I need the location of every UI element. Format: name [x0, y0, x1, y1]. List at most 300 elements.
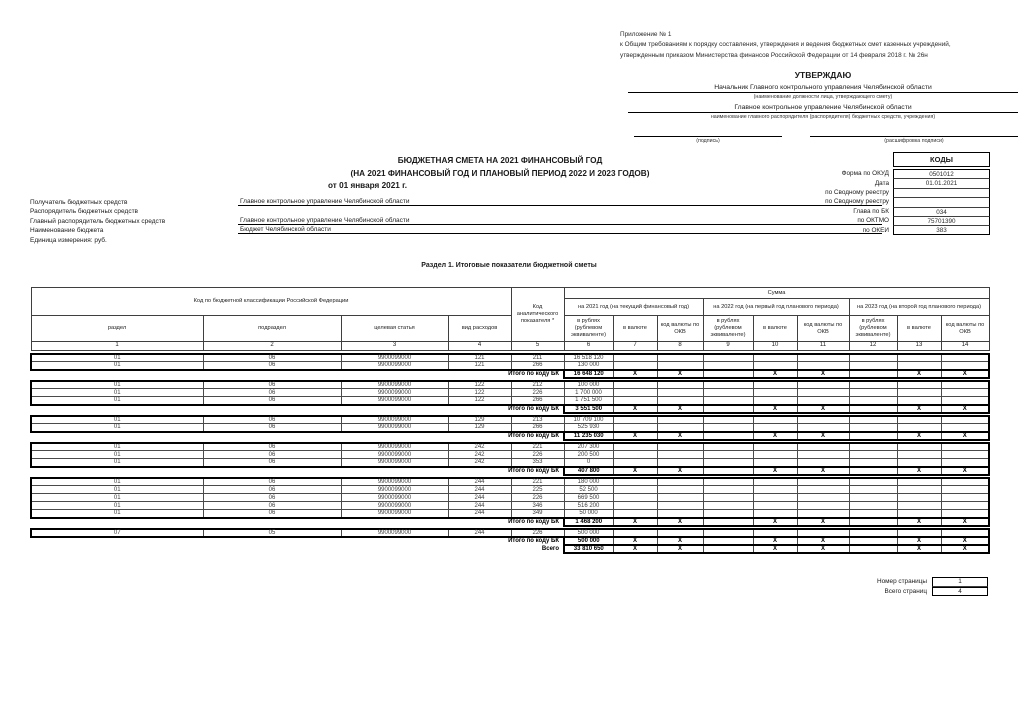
subtotal-row-label: Итого по коду БК [508, 468, 559, 474]
table-cell-empty [797, 502, 849, 510]
x-mark-cell: X [753, 467, 797, 475]
table-cell: 129 [448, 424, 511, 432]
table-cell-empty [703, 451, 753, 459]
codes-row-value [893, 188, 990, 197]
table-cell: 01 [31, 416, 203, 424]
header-rubles-2023: в рублях (рублевом эквиваленте) [849, 316, 897, 342]
table-cell-empty [753, 529, 797, 537]
header-currency-code-2023: код валюты по ОКВ [941, 316, 989, 342]
x-mark-cell [849, 518, 897, 526]
table-cell-empty [849, 389, 897, 397]
header-currency-code-2021: код валюты по ОКВ [657, 316, 703, 342]
table-row [31, 486, 989, 494]
table-cell-empty [797, 416, 849, 424]
signature-transcript-line [810, 129, 1018, 137]
table-cell: 05 [203, 529, 341, 537]
x-mark-cell: X [657, 545, 703, 553]
table-cell: 01 [31, 459, 203, 467]
table-cell: 244 [448, 486, 511, 494]
table-cell-empty [897, 443, 941, 451]
table-cell-empty [657, 494, 703, 502]
table-cell: 06 [203, 416, 341, 424]
table-cell: 226 [511, 389, 564, 397]
table-cell: 06 [203, 459, 341, 467]
x-mark-cell: X [897, 405, 941, 413]
x-mark-cell: X [941, 467, 989, 475]
table-row [31, 389, 989, 397]
header-currency-code-2022: код валюты по ОКВ [797, 316, 849, 342]
table-cell-empty [849, 510, 897, 518]
page-number-value: 1 [932, 577, 988, 587]
table-cell-empty [753, 362, 797, 370]
table-cell: 07 [31, 529, 203, 537]
table-cell-empty [753, 510, 797, 518]
header-column-number: 4 [448, 342, 511, 351]
table-row [31, 502, 989, 510]
x-mark-cell: X [657, 467, 703, 475]
subtotal-row-value: 500 000 [564, 537, 613, 545]
table-cell: 207 300 [564, 443, 613, 451]
table-cell-empty [897, 486, 941, 494]
table-cell-empty [797, 397, 849, 405]
document-title-line2: (НА 2021 ФИНАНСОВЫЙ ГОД И ПЛАНОВЫЙ ПЕРИОД 2022 И 2023 ГОДОВ) [350, 168, 650, 178]
subtotal-row-label: Итого по коду БК [508, 406, 559, 412]
table-cell-empty [657, 424, 703, 432]
header-celevaya-statya: целевая статья [341, 316, 448, 342]
total-pages-label: Всего страниц [884, 587, 927, 595]
appendix-line: утвержденным приказом Министерства финансов Российской Федерации от 14 февраля 2018 г. № 26н [620, 51, 928, 59]
header-currency-2021: в валюте [613, 316, 657, 342]
codes-row [758, 225, 990, 234]
x-mark-cell: X [897, 370, 941, 378]
table-cell-empty [703, 416, 753, 424]
table-cell-empty [897, 494, 941, 502]
table-cell-empty [703, 494, 753, 502]
table-cell-empty [613, 416, 657, 424]
x-mark-cell [849, 467, 897, 475]
table-cell-empty [897, 510, 941, 518]
table-cell-empty [941, 354, 989, 362]
requisite-row [30, 196, 882, 206]
table-cell: 212 [511, 381, 564, 389]
table-cell-empty [657, 397, 703, 405]
subtotal-row [31, 432, 989, 440]
header-column-number: 13 [897, 342, 941, 351]
signature-row [628, 129, 1018, 144]
table-cell: 516 200 [564, 502, 613, 510]
table-cell: 9900099000 [341, 494, 448, 502]
table-cell: 525 930 [564, 424, 613, 432]
document-date: от 01 января 2021 г. [328, 181, 407, 191]
codes-row-value: 01.01.2021 [893, 178, 990, 187]
table-cell: 06 [203, 381, 341, 389]
codes-row-label: по ОКТМО [857, 217, 889, 225]
table-row [31, 416, 989, 424]
table-cell-empty [657, 381, 703, 389]
table-cell: 9900099000 [341, 443, 448, 451]
grand-total-row-value: 33 810 650 [564, 545, 613, 553]
table-cell-empty [941, 362, 989, 370]
x-mark-cell [703, 545, 753, 553]
page-number-label: Номер страницы [876, 578, 927, 586]
table-cell-empty [897, 389, 941, 397]
codes-row-value: 383 [893, 225, 990, 234]
x-mark-cell: X [797, 518, 849, 526]
table-cell-empty [613, 459, 657, 467]
table-cell-empty [753, 494, 797, 502]
x-mark-cell: X [941, 537, 989, 545]
table-cell-empty [613, 362, 657, 370]
table-cell: 01 [31, 502, 203, 510]
table-cell: 266 [511, 397, 564, 405]
table-cell: 346 [511, 502, 564, 510]
table-cell: 100 000 [564, 381, 613, 389]
x-mark-cell [703, 405, 753, 413]
table-cell-empty [613, 486, 657, 494]
table-cell-empty [657, 416, 703, 424]
table-cell: 01 [31, 486, 203, 494]
header-column-numbers [31, 342, 989, 351]
subtotal-row [31, 405, 989, 413]
table-cell-empty [613, 451, 657, 459]
table-row [31, 459, 989, 467]
table-cell: 50 000 [564, 510, 613, 518]
header-currency-2022: в валюте [753, 316, 797, 342]
approver-organization: Главное контрольное управление Челябинской области [628, 104, 1018, 113]
table-cell: 06 [203, 362, 341, 370]
document-title [300, 155, 700, 193]
header-year-2021: на 2021 год (на текущий финансовый год) [564, 299, 703, 316]
table-cell-empty [941, 459, 989, 467]
requisite-value: Главное контрольное управление Челябинской области [238, 198, 882, 206]
table-cell-empty [897, 451, 941, 459]
requisites-block [30, 196, 882, 244]
table-cell-empty [753, 354, 797, 362]
x-mark-cell: X [613, 545, 657, 553]
table-cell-empty [753, 486, 797, 494]
table-cell-empty [703, 389, 753, 397]
table-cell: 01 [31, 381, 203, 389]
document-title-line1: БЮДЖЕТНАЯ СМЕТА НА 2021 ФИНАНСОВЫЙ ГОД [397, 156, 603, 165]
table-cell-empty [703, 362, 753, 370]
table-cell: 0 [564, 459, 613, 467]
table-cell-empty [849, 424, 897, 432]
table-cell-empty [753, 502, 797, 510]
table-cell-empty [613, 397, 657, 405]
table-cell-empty [703, 510, 753, 518]
x-mark-cell: X [941, 370, 989, 378]
table-cell-empty [849, 502, 897, 510]
table-cell: 200 500 [564, 451, 613, 459]
grand-total-row [31, 545, 989, 553]
x-mark-cell [849, 432, 897, 440]
table-cell: 121 [448, 362, 511, 370]
table-cell-empty [849, 494, 897, 502]
table-cell-empty [849, 451, 897, 459]
table-cell-empty [613, 529, 657, 537]
table-cell: 9900099000 [341, 381, 448, 389]
table-cell: 06 [203, 443, 341, 451]
table-cell-empty [849, 443, 897, 451]
table-cell-empty [897, 502, 941, 510]
table-cell: 01 [31, 494, 203, 502]
table-cell: 9900099000 [341, 354, 448, 362]
table-cell-empty [849, 459, 897, 467]
signature-transcript-caption: (расшифровка подписи) [884, 138, 944, 144]
codes-row-label: Форма по ОКУД [841, 170, 889, 178]
codes-row-label: по Сводному реестру [825, 188, 889, 196]
codes-row-value: 034 [893, 207, 990, 216]
approval-title: УТВЕРЖДАЮ [794, 70, 852, 80]
x-mark-cell: X [613, 537, 657, 545]
table-cell-empty [753, 459, 797, 467]
section-title: Раздел 1. Итоговые показатели бюджетной сметы [421, 262, 597, 269]
table-cell: 06 [203, 494, 341, 502]
table-cell-empty [941, 529, 989, 537]
header-rubles-2021: в рублях (рублевом эквиваленте) [564, 316, 613, 342]
requisite-label: Единица измерения: руб. [30, 236, 107, 244]
requisite-label: Распорядитель бюджетных средств [30, 208, 138, 216]
table-cell-empty [657, 529, 703, 537]
x-mark-cell [849, 545, 897, 553]
x-mark-cell: X [897, 537, 941, 545]
table-cell-empty [613, 494, 657, 502]
table-cell: 9900099000 [341, 416, 448, 424]
table-cell-empty [897, 529, 941, 537]
table-cell: 9900099000 [341, 451, 448, 459]
table-cell-empty [941, 397, 989, 405]
codes-title-row [758, 152, 990, 167]
x-mark-cell [703, 518, 753, 526]
requisite-row [30, 215, 882, 225]
table-cell: 180 000 [564, 478, 613, 486]
table-cell-empty [613, 502, 657, 510]
x-mark-cell: X [753, 370, 797, 378]
table-cell-empty [613, 510, 657, 518]
subtotal-row-label: Итого по коду БК [508, 433, 559, 439]
x-mark-cell: X [657, 370, 703, 378]
subtotal-row-value: 407 800 [564, 467, 613, 475]
table-cell-empty [797, 486, 849, 494]
header-column-number: 9 [703, 342, 753, 351]
approver-organization-caption: наименование главного распорядителя (распорядителя) бюджетных средств, учреждения) [710, 114, 936, 120]
header-rubles-2022: в рублях (рублевом эквиваленте) [703, 316, 753, 342]
table-cell: 01 [31, 354, 203, 362]
x-mark-cell: X [657, 432, 703, 440]
table-cell-empty [753, 443, 797, 451]
table-cell-empty [797, 529, 849, 537]
x-mark-cell: X [897, 467, 941, 475]
codes-row [758, 178, 990, 187]
requisite-value: Главное контрольное управление Челябинской области [238, 217, 882, 225]
subtotal-row-label: Итого по коду БК [508, 371, 559, 377]
table-cell-empty [613, 443, 657, 451]
table-cell: 9900099000 [341, 486, 448, 494]
table-cell: 226 [511, 529, 564, 537]
codes-title: КОДЫ [893, 152, 990, 167]
table-cell-empty [703, 502, 753, 510]
table-row [31, 529, 989, 537]
table-row [31, 397, 989, 405]
subtotal-row [31, 537, 989, 545]
subtotal-row-label: Итого по коду БК [508, 519, 559, 525]
table-cell: 226 [511, 494, 564, 502]
table-cell: 266 [511, 362, 564, 370]
x-mark-cell: X [897, 518, 941, 526]
subtotal-row-label: Итого по коду БК [508, 538, 559, 544]
table-cell-empty [613, 424, 657, 432]
table-cell-empty [657, 502, 703, 510]
table-cell: 226 [511, 451, 564, 459]
table-cell-empty [941, 424, 989, 432]
table-cell-empty [703, 486, 753, 494]
subtotal-row-value: 16 648 120 [564, 370, 613, 378]
codes-box [758, 152, 990, 235]
table-cell: 06 [203, 451, 341, 459]
table-cell-empty [753, 451, 797, 459]
codes-rows [758, 169, 990, 235]
table-cell-empty [897, 354, 941, 362]
table-cell: 121 [448, 354, 511, 362]
table-cell: 52 500 [564, 486, 613, 494]
table-cell: 9900099000 [341, 529, 448, 537]
grand-total-row-label: Всего [541, 545, 559, 552]
table-cell: 242 [448, 459, 511, 467]
table-cell: 06 [203, 354, 341, 362]
x-mark-cell [849, 537, 897, 545]
header-column-number: 6 [564, 342, 613, 351]
subtotal-row [31, 467, 989, 475]
table-cell: 130 000 [564, 362, 613, 370]
codes-row-value: 0501012 [893, 169, 990, 178]
table-row [31, 443, 989, 451]
table-cell: 9900099000 [341, 397, 448, 405]
table-row [31, 362, 989, 370]
x-mark-cell: X [753, 537, 797, 545]
table-cell-empty [797, 424, 849, 432]
table-cell: 16 518 120 [564, 354, 613, 362]
table-cell: 06 [203, 478, 341, 486]
table-cell: 9900099000 [341, 424, 448, 432]
approver-position-caption: (наименование должности лица, утверждающего смету) [753, 94, 893, 100]
total-pages-value: 4 [932, 587, 988, 597]
header-column-number: 3 [341, 342, 448, 351]
approver-position: Начальник Главного контрольного управления Челябинской области [628, 84, 1018, 93]
x-mark-cell: X [657, 537, 703, 545]
table-cell: 122 [448, 381, 511, 389]
appendix-line: Приложение № 1 [620, 31, 672, 38]
x-mark-cell [849, 370, 897, 378]
table-cell: 9900099000 [341, 459, 448, 467]
table-cell-empty [849, 397, 897, 405]
x-mark-cell: X [753, 432, 797, 440]
x-mark-cell: X [753, 545, 797, 553]
table-cell-empty [657, 354, 703, 362]
table-cell-empty [703, 459, 753, 467]
table-cell-empty [703, 381, 753, 389]
x-mark-cell [703, 432, 753, 440]
table-cell-empty [941, 443, 989, 451]
table-cell: 01 [31, 424, 203, 432]
requisite-row [30, 225, 882, 235]
table-cell: 06 [203, 486, 341, 494]
codes-row [758, 197, 990, 206]
x-mark-cell: X [657, 518, 703, 526]
subtotal-row-value: 11 235 030 [564, 432, 613, 440]
requisite-value: Бюджет Челябинской области [238, 226, 882, 234]
table-cell: 244 [448, 502, 511, 510]
table-cell: 01 [31, 451, 203, 459]
appendix-line: к Общим требованиям к порядку составления, утверждения и ведения бюджетных смет казенных учреждений, [620, 41, 951, 49]
header-year-2023: на 2023 год (на второй год планового периода) [849, 299, 989, 316]
table-cell-empty [657, 451, 703, 459]
table-cell: 500 000 [564, 529, 613, 537]
subtotal-row-value: 3 551 500 [564, 405, 613, 413]
table-cell: 353 [511, 459, 564, 467]
table-cell-empty [849, 362, 897, 370]
table-cell-empty [797, 451, 849, 459]
table-cell-empty [657, 362, 703, 370]
table-cell: 01 [31, 362, 203, 370]
table-cell: 225 [511, 486, 564, 494]
table-cell: 244 [448, 510, 511, 518]
table-cell: 06 [203, 389, 341, 397]
header-column-number: 14 [941, 342, 989, 351]
table-cell-empty [703, 354, 753, 362]
x-mark-cell: X [941, 405, 989, 413]
table-cell: 244 [448, 478, 511, 486]
x-mark-cell: X [613, 467, 657, 475]
table-cell-empty [753, 381, 797, 389]
x-mark-cell: X [897, 432, 941, 440]
table-cell: 221 [511, 478, 564, 486]
table-cell-empty [657, 478, 703, 486]
header-year-2022: на 2022 год (на первый год планового периода) [703, 299, 849, 316]
table-cell-empty [613, 354, 657, 362]
header-sum-group: Сумма [564, 288, 989, 299]
codes-row [758, 216, 990, 225]
table-cell-empty [941, 416, 989, 424]
table-cell: 10 709 100 [564, 416, 613, 424]
table-row [31, 451, 989, 459]
table-cell: 669 500 [564, 494, 613, 502]
x-mark-cell: X [613, 370, 657, 378]
table-cell: 01 [31, 443, 203, 451]
requisite-row [30, 206, 882, 216]
table-cell: 1 700 000 [564, 389, 613, 397]
table-cell-empty [657, 510, 703, 518]
table-cell-empty [849, 354, 897, 362]
table-cell-empty [657, 486, 703, 494]
table-cell-empty [849, 416, 897, 424]
table-cell-empty [897, 381, 941, 389]
codes-row-label: Дата [874, 179, 889, 187]
page-footer [810, 577, 988, 596]
subtotal-row [31, 518, 989, 526]
table-cell: 221 [511, 443, 564, 451]
requisite-label: Наименование бюджета [30, 227, 104, 235]
x-mark-cell: X [797, 405, 849, 413]
table-row [31, 510, 989, 518]
table-cell-empty [849, 478, 897, 486]
header-razdel: раздел [31, 316, 203, 342]
page-number-row [810, 577, 988, 587]
table-cell-empty [941, 389, 989, 397]
x-mark-cell: X [613, 432, 657, 440]
table-cell-empty [849, 381, 897, 389]
x-mark-cell: X [941, 518, 989, 526]
signature-transcript-field [810, 129, 1018, 144]
